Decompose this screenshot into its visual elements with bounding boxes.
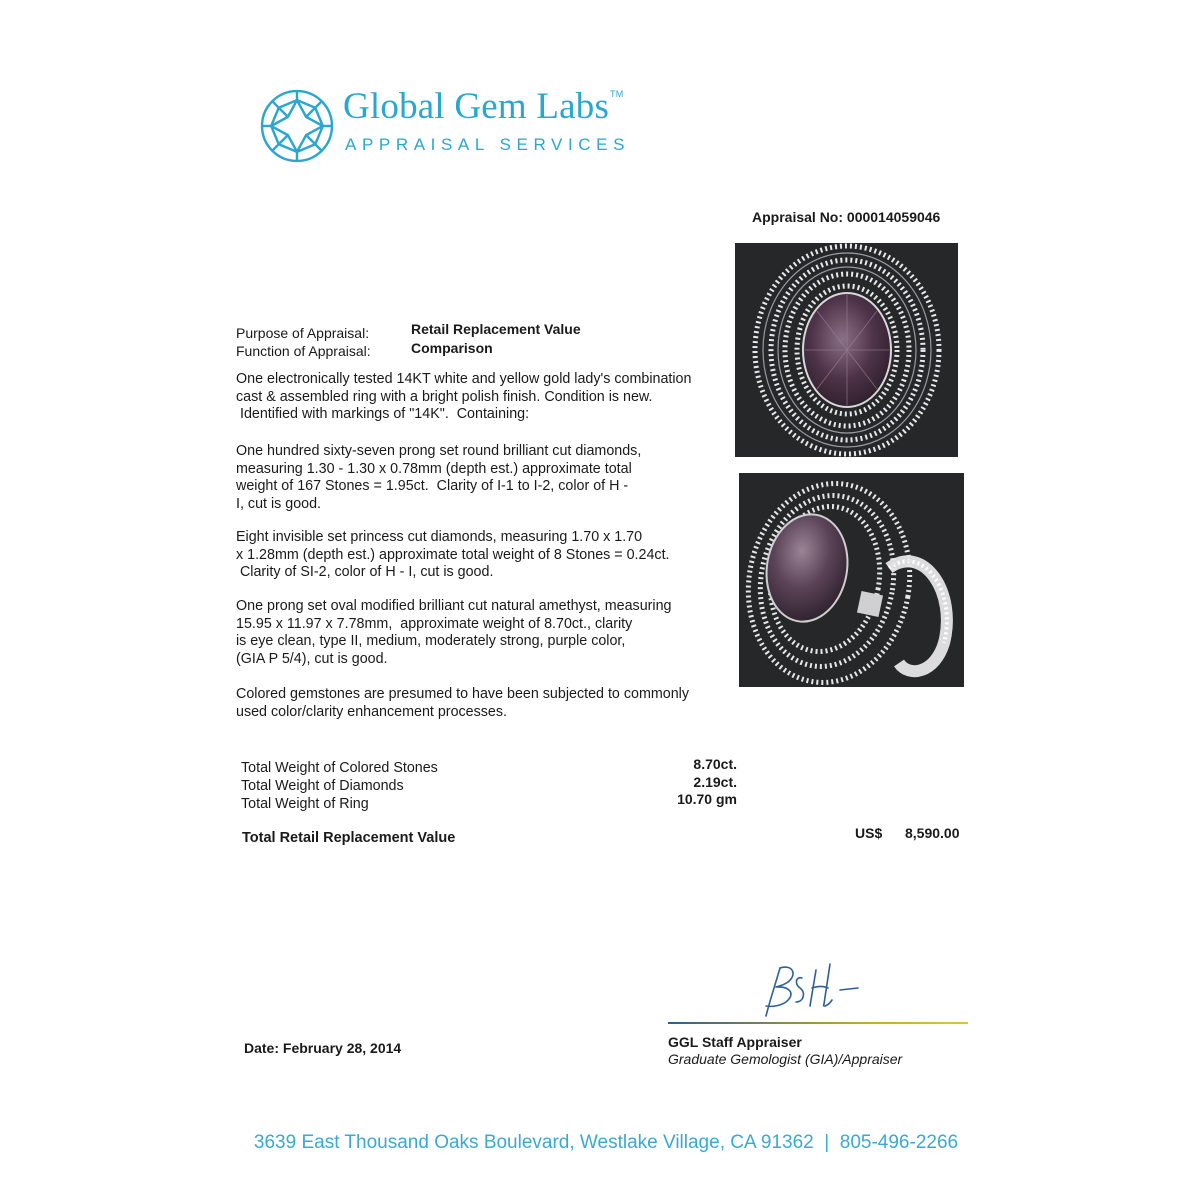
total-row-colored-stones: Total Weight of Colored Stones 8.70ct.: [241, 756, 737, 776]
item-description: One electronically tested 14KT white and yellow gold lady's combination cast & assembled ring with a bright polish finish. Condition is new. Identified with markings of "14K". Containing:: [236, 371, 692, 423]
amethyst-description: One prong set oval modified brilliant cut natural amethyst, measuring 15.95 x 11.97 x 7.78mm, approximate weight of 8.70ct., clarity is eye clean, type II, medium, moderately strong, purple color, (GIA P 5/4), cut is good.: [236, 598, 672, 667]
total-row-diamonds: Total Weight of Diamonds 2.19ct.: [241, 774, 737, 794]
appraiser-name: GGL Staff Appraiser: [668, 1034, 802, 1050]
purpose-value: Retail Replacement Value: [411, 321, 581, 337]
total-value-amount: 8,590.00: [905, 825, 960, 841]
ring-photo-side-view: [739, 473, 964, 687]
round-diamonds-description: One hundred sixty-seven prong set round brilliant cut diamonds, measuring 1.30 - 1.30 x 0.78mm (depth est.) approximate total weight of 167 Stones = 1.95ct. Clarity of I-1 to I-2, color of H - I, cut is good.: [236, 443, 642, 512]
currency: US$: [855, 825, 883, 841]
weight-totals: [241, 756, 741, 816]
brand-subtitle: APPRAISAL SERVICES: [345, 135, 631, 154]
signature-line: [668, 1022, 968, 1024]
total-value-label: Total Retail Replacement Value: [242, 830, 456, 846]
appraisal-number: Appraisal No: 000014059046: [752, 209, 941, 225]
purpose-label: Purpose of Appraisal:: [236, 325, 370, 341]
function-value: Comparison: [411, 340, 493, 356]
function-label: Function of Appraisal:: [236, 343, 371, 359]
footer-address: 3639 East Thousand Oaks Boulevard, Westlake Village, CA 91362 | 805-496-2266: [253, 1132, 959, 1153]
appraisal-date: Date: February 28, 2014: [244, 1040, 402, 1056]
princess-diamonds-description: Eight invisible set princess cut diamonds, measuring 1.70 x 1.70 x 1.28mm (depth est.) approximate total weight of 8 Stones = 0.24ct. Clarity of SI-2, color of H - I, cut is good.: [236, 529, 670, 581]
enhancement-note: Colored gemstones are presumed to have been subjected to commonly used color/clarity enhancement processes.: [236, 686, 689, 720]
appraiser-title: Graduate Gemologist (GIA)/Appraiser: [668, 1051, 903, 1067]
signature: [740, 960, 870, 1020]
ring-photo-top-view: [735, 243, 958, 457]
brand-name: Global Gem Labs™: [343, 86, 624, 127]
diamond-logo-icon: [259, 88, 335, 164]
total-row-ring: Total Weight of Ring 10.70 gm: [241, 791, 737, 812]
